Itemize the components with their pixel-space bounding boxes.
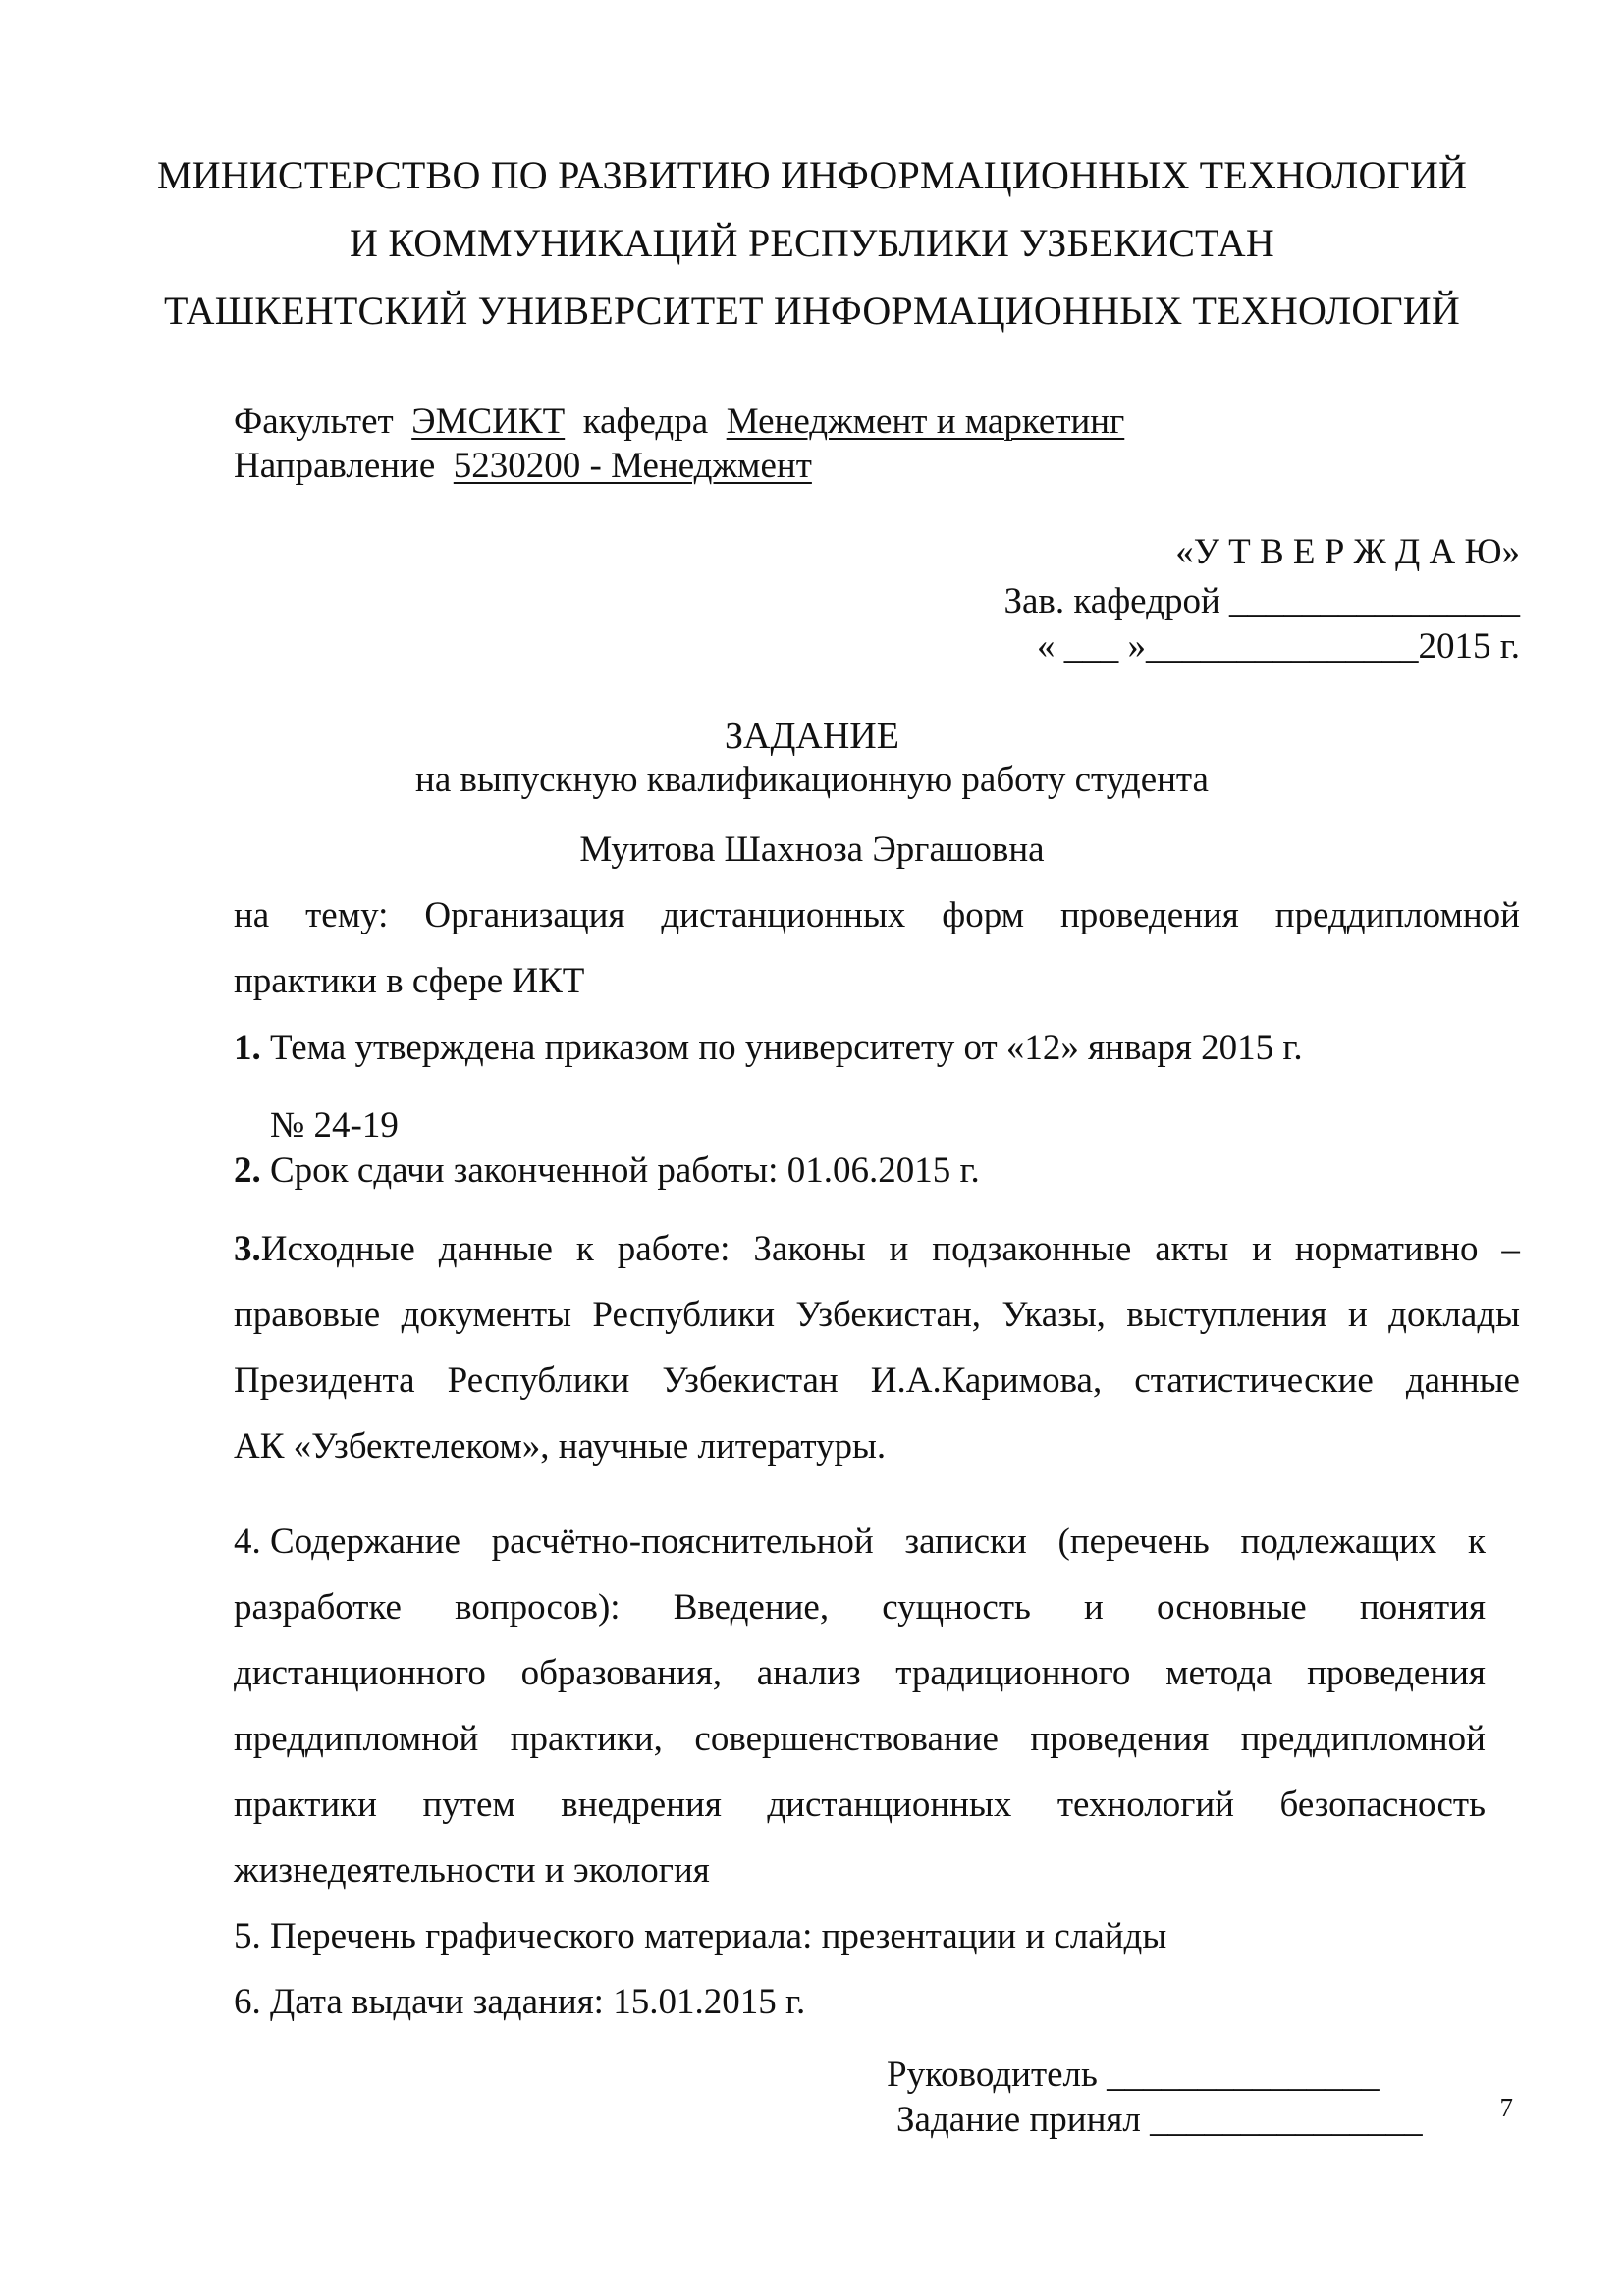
- item-4-word: практики,: [510, 1719, 663, 1759]
- topic-word: тему:: [305, 895, 389, 935]
- approval-title: «У Т В Е Р Ж Д А Ю»: [1175, 532, 1520, 572]
- topic-word: проведения: [1059, 895, 1239, 935]
- item-4-word: расчётно-пояснительной: [491, 1522, 874, 1562]
- item-3-word: и: [1347, 1295, 1368, 1335]
- item-5-number: 5.: [234, 1916, 261, 1956]
- item-3-word: и: [889, 1229, 909, 1269]
- item-4-word: проведения: [1307, 1653, 1486, 1693]
- item-2: [234, 1148, 980, 1194]
- topic-line-1: [234, 893, 1520, 938]
- topic-word: дистанционных: [661, 895, 906, 935]
- item-3-word: Республики: [447, 1361, 630, 1401]
- approval-date: « ___ »_______________2015 г.: [1036, 626, 1520, 667]
- item-3-word: Республики: [592, 1295, 776, 1335]
- item-1: [234, 1026, 1303, 1071]
- item-3-word: акты: [1155, 1229, 1229, 1269]
- department-value: Менеджмент и маркетинг: [726, 401, 1125, 442]
- header-line-3: ТАШКЕНТСКИЙ УНИВЕРСИТЕТ ИНФОРМАЦИОННЫХ ТЕХНОЛОГИЙ: [164, 289, 1460, 333]
- item-4-word: дистанционных: [767, 1785, 1012, 1825]
- direction-label: Направление: [234, 446, 436, 486]
- item-4-word: Содержание: [270, 1522, 460, 1562]
- item-4-word: анализ: [756, 1653, 861, 1693]
- faculty-value: ЭМСИКТ: [411, 401, 566, 442]
- topic-word: форм: [942, 895, 1025, 935]
- item-3-word: Президента: [234, 1361, 415, 1401]
- item-4-word: проведения: [1030, 1719, 1210, 1759]
- item-4-word: преддипломной: [234, 1719, 479, 1759]
- item-3-word: Узбекистан,: [795, 1295, 982, 1335]
- supervisor-signature: Руководитель _______________: [887, 2055, 1380, 2095]
- item-4-word: метода: [1165, 1653, 1272, 1693]
- item-5: [234, 1914, 1166, 1959]
- item-3-word: И.А.Каримова,: [870, 1361, 1103, 1401]
- item-3-word: Указы,: [1001, 1295, 1106, 1335]
- item-4-line-3: [234, 1651, 1486, 1696]
- item-3-word: подзаконные: [932, 1229, 1132, 1269]
- item-4-line-6: жизнедеятельности и экология: [234, 1850, 710, 1891]
- item-3-word: Исходные: [260, 1229, 415, 1269]
- item-2-number: 2.: [234, 1150, 261, 1191]
- department-label: кафедра: [582, 401, 709, 442]
- item-4-word: технологий: [1056, 1785, 1234, 1825]
- item-4-line-4: [234, 1717, 1486, 1762]
- item-3-line-4: АК «Узбектелеком», научные литературы.: [234, 1426, 887, 1467]
- item-4-word: сущность: [882, 1587, 1031, 1628]
- direction-line: [234, 444, 812, 489]
- item-3-word: документы: [401, 1295, 572, 1335]
- item-6-number: 6.: [234, 1982, 261, 2022]
- item-2-text: Срок сдачи законченной работы: 01.06.2015 г.: [260, 1150, 980, 1191]
- item-4-word: Введение,: [673, 1587, 830, 1628]
- topic-word: Организация: [424, 895, 625, 935]
- item-5-text: Перечень графического материала: презентации и слайды: [260, 1916, 1167, 1956]
- topic-line-2: практики в сфере ИКТ: [234, 961, 585, 1001]
- item-3-number: 3.: [234, 1229, 261, 1269]
- item-3-word: работе:: [617, 1229, 731, 1269]
- item-3-word: доклады: [1388, 1295, 1520, 1335]
- item-3-word: статистические: [1134, 1361, 1374, 1401]
- item-4-line-2: [234, 1585, 1486, 1630]
- faculty-line: [234, 400, 1124, 445]
- item-4-word: путем: [422, 1785, 515, 1825]
- item-4-word: основные: [1157, 1587, 1307, 1628]
- approval-head-signature: Зав. кафедрой ________________: [1003, 581, 1520, 621]
- item-4-word: практики: [234, 1785, 377, 1825]
- item-3-word: нормативно: [1294, 1229, 1479, 1269]
- assignment-title: ЗАДАНИЕ: [725, 716, 899, 757]
- header-line-1: МИНИСТЕРСТВО ПО РАЗВИТИЮ ИНФОРМАЦИОННЫХ ТЕХНОЛОГИЙ: [156, 153, 1468, 197]
- item-4-line-5: [234, 1783, 1486, 1828]
- item-4-word: совершенствование: [694, 1719, 999, 1759]
- item-4-word: подлежащих: [1240, 1522, 1437, 1562]
- item-3-word: данные: [438, 1229, 553, 1269]
- item-4-word: разработке: [234, 1587, 402, 1628]
- item-4-word: к: [1468, 1522, 1486, 1562]
- item-4-word: понятия: [1359, 1587, 1486, 1628]
- item-4-word: (перечень: [1057, 1522, 1210, 1562]
- item-4-line-1: [234, 1520, 1486, 1565]
- item-1-text: Тема утверждена приказом по университету от «12» января 2015 г.: [260, 1028, 1303, 1068]
- item-4-word: и: [1084, 1587, 1104, 1628]
- item-4-word: безопасность: [1279, 1785, 1486, 1825]
- item-4-word: вопросов):: [455, 1587, 621, 1628]
- assignment-subtitle: на выпускную квалификационную работу студента: [415, 760, 1209, 800]
- item-6: [234, 1980, 805, 2025]
- item-4-number: 4.: [234, 1522, 261, 1562]
- item-3-word: –: [1501, 1229, 1520, 1269]
- item-3-word: данные: [1405, 1361, 1520, 1401]
- item-3-word: выступления: [1126, 1295, 1327, 1335]
- item-3-word: правовые: [234, 1295, 381, 1335]
- item-3-word: и: [1252, 1229, 1272, 1269]
- item-4-word: образования,: [520, 1653, 722, 1693]
- header-line-2: И КОММУНИКАЦИЙ РЕСПУБЛИКИ УЗБЕКИСТАН: [350, 221, 1274, 265]
- item-4-word: преддипломной: [1240, 1719, 1486, 1759]
- item-3-line-1: [234, 1227, 1520, 1272]
- item-3-word: Законы: [753, 1229, 866, 1269]
- item-1-number: 1.: [234, 1028, 261, 1068]
- student-name: Муитова Шахноза Эргашовна: [579, 829, 1045, 870]
- item-3-line-3: [234, 1359, 1520, 1404]
- topic-word: на: [234, 895, 270, 935]
- item-4-word: традиционного: [895, 1653, 1131, 1693]
- item-3-word: к: [575, 1229, 594, 1269]
- item-4-word: дистанционного: [234, 1653, 486, 1693]
- item-4-word: записки: [904, 1522, 1027, 1562]
- faculty-label: Факультет: [234, 401, 394, 442]
- direction-value: 5230200 - Менеджмент: [453, 446, 812, 486]
- accepted-signature: Задание принял _______________: [896, 2100, 1423, 2140]
- item-6-text: Дата выдачи задания: 15.01.2015 г.: [260, 1982, 806, 2022]
- page-number: 7: [1499, 2093, 1513, 2122]
- item-4-word: внедрения: [561, 1785, 722, 1825]
- item-3-word: Узбекистан: [662, 1361, 839, 1401]
- item-3-line-2: [234, 1293, 1520, 1338]
- item-1-order-number: № 24-19: [270, 1105, 399, 1146]
- topic-word: преддипломной: [1274, 895, 1520, 935]
